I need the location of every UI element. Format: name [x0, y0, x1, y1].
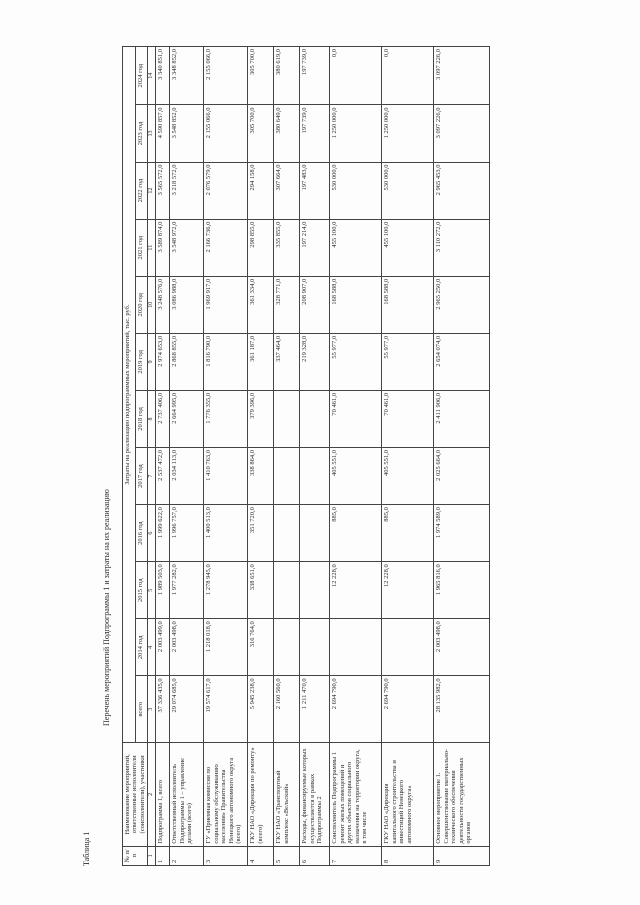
row-name: Ответственный исполнитель Подпрограммы 1 – управление делами (всего) — [170, 743, 204, 846]
row-year-cell: 0,0 — [382, 47, 434, 105]
header-year: 2014 год — [135, 619, 148, 676]
column-index: 11 — [148, 219, 156, 276]
column-index: 7 — [148, 448, 156, 505]
row-year-cell: 4 590 857,0 — [156, 105, 170, 162]
row-year-cell: 3 086 988,0 — [170, 276, 204, 333]
row-total-cell: 19 574 617,0 — [204, 676, 248, 743]
row-total-cell: 28 135 982,0 — [434, 676, 490, 743]
row-year-cell: 168 588,0 — [330, 276, 382, 333]
table-row — [204, 47, 248, 866]
row-year-cell: 3 348 852,0 — [170, 47, 204, 105]
header-year: 2021 год — [135, 219, 148, 276]
row-year-cell: 2 166 736,0 — [204, 219, 248, 276]
row-year-cell: 361 334,0 — [248, 276, 274, 333]
row-year-cell: 2 025 664,0 — [434, 448, 490, 505]
row-year-cell: 1 977 282,0 — [170, 562, 204, 619]
row-year-cell: 12 228,0 — [382, 562, 434, 619]
header-year: 2022 год — [135, 162, 148, 219]
row-year-cell: 294 158,0 — [248, 162, 274, 219]
row-year-cell: 307 664,0 — [274, 162, 300, 219]
row-year-cell — [274, 562, 300, 619]
row-year-cell: 2 155 066,0 — [204, 105, 248, 162]
row-year-cell: 405 551,0 — [382, 448, 434, 505]
header-year: 2016 год — [135, 505, 148, 562]
table-row — [330, 47, 382, 866]
rotated-document — [82, 46, 542, 866]
column-index: 14 — [148, 47, 156, 105]
row-total-cell: 29 074 685,0 — [170, 676, 204, 743]
row-year-cell: 1 776 355,0 — [204, 390, 248, 447]
row-number: 8 — [382, 846, 434, 865]
column-index: 12 — [148, 162, 156, 219]
row-year-cell: 3 340 851,0 — [156, 47, 170, 105]
row-year-cell: 2 965 250,0 — [434, 276, 490, 333]
row-number: 6 — [300, 846, 330, 865]
row-total-cell: 5 945 238,0 — [248, 676, 274, 743]
cost-table — [122, 46, 542, 866]
row-year-cell: 305 700,0 — [248, 47, 274, 105]
row-name: ГКУ НАО «Транспортный комплекс «Вельский» — [274, 743, 300, 846]
row-year-cell: 1 974 589,0 — [434, 505, 490, 562]
header-year: 2017 год — [135, 448, 148, 505]
column-index: 9 — [148, 333, 156, 390]
row-year-cell: 1 250 000,0 — [330, 105, 382, 162]
row-year-cell: 1 816 790,0 — [204, 333, 248, 390]
row-year-cell: 455 100,0 — [382, 219, 434, 276]
row-year-cell: 1 965 816,0 — [434, 562, 490, 619]
row-year-cell: 455 100,0 — [330, 219, 382, 276]
row-year-cell: 2 965 453,0 — [434, 162, 490, 219]
row-year-cell — [274, 448, 300, 505]
row-year-cell — [274, 390, 300, 447]
row-number: 5 — [274, 846, 300, 865]
row-year-cell: 2 003 499,0 — [156, 619, 170, 676]
row-year-cell — [300, 505, 330, 562]
table-title: Перечень мероприятий Подпрограммы 1 и затраты на их реализацию — [102, 489, 111, 726]
row-year-cell: 2 003 498,0 — [170, 619, 204, 676]
header-costs-group: Затраты на реализацию подпрограммных мероприятий, тыс. руб. — [123, 47, 136, 743]
row-year-cell: 197 739,0 — [300, 105, 330, 162]
row-number: 7 — [330, 846, 382, 865]
row-year-cell: 1 999 622,0 — [156, 505, 170, 562]
row-number: 3 — [204, 846, 248, 865]
row-year-cell: 3 110 272,0 — [434, 219, 490, 276]
row-year-cell: 55 977,0 — [330, 333, 382, 390]
row-year-cell: 338 651,0 — [248, 562, 274, 619]
row-number: 1 — [156, 846, 170, 865]
row-year-cell — [300, 619, 330, 676]
table-row — [170, 47, 204, 866]
row-year-cell — [330, 619, 382, 676]
row-name: Основное мероприятие 1. Совершенствование материально-технического обеспечения деятельности государственных органов — [434, 743, 490, 846]
row-year-cell: 298 855,0 — [248, 219, 274, 276]
table-row — [300, 47, 330, 866]
column-index: 6 — [148, 505, 156, 562]
column-index: 4 — [148, 619, 156, 676]
header-year: 2024 год — [135, 47, 148, 105]
row-year-cell: 3 248 576,0 — [156, 276, 170, 333]
row-year-cell: 2 003 498,0 — [434, 619, 490, 676]
column-index: 3 — [148, 676, 156, 743]
row-year-cell: 197 214,0 — [300, 219, 330, 276]
row-year-cell: 530 000,0 — [382, 162, 434, 219]
row-name: ГКУ НАО «Дирекция капитального строительства и инвестиций Ненецкого автономного округа» — [382, 743, 434, 846]
row-year-cell: 2 974 653,0 — [156, 333, 170, 390]
column-index-row — [148, 47, 156, 866]
row-year-cell: 197 483,0 — [300, 162, 330, 219]
column-index: 5 — [148, 562, 156, 619]
column-index: 10 — [148, 276, 156, 333]
row-year-cell: 3 218 572,0 — [170, 162, 204, 219]
table-row — [274, 47, 300, 866]
row-name: ГУ «Приемная комиссия по социальному обслуживанию населения» Правительства Ненецкого автономного округа (всего) — [204, 743, 248, 846]
row-year-cell — [300, 448, 330, 505]
row-year-cell: 380 619,0 — [274, 47, 300, 105]
row-name: Расходы, финансируемые которых осуществляется в рамках Подпрограммы 2 — [300, 743, 330, 846]
row-year-cell: 3 548 972,0 — [170, 219, 204, 276]
row-year-cell: 168 588,0 — [382, 276, 434, 333]
row-year-cell: 197 739,0 — [300, 47, 330, 105]
row-year-cell: 1 969 917,0 — [204, 276, 248, 333]
column-index: 2 — [148, 743, 156, 846]
row-year-cell — [300, 390, 330, 447]
row-year-cell: 379 396,0 — [248, 390, 274, 447]
row-year-cell: 208 907,0 — [300, 276, 330, 333]
table-row — [248, 47, 274, 866]
row-year-cell: 2 537 472,0 — [156, 448, 170, 505]
row-year-cell: 70 461,0 — [330, 390, 382, 447]
row-name: Подпрограмма 1, всего — [156, 743, 170, 846]
row-number: 2 — [170, 846, 204, 865]
row-year-cell: 3 589 874,0 — [156, 219, 170, 276]
row-year-cell: 12 228,0 — [330, 562, 382, 619]
row-year-cell: 2 654 074,0 — [434, 333, 490, 390]
row-year-cell: 2 868 855,0 — [170, 333, 204, 390]
column-index: 8 — [148, 390, 156, 447]
column-index: 13 — [148, 105, 156, 162]
row-year-cell: 55 977,0 — [382, 333, 434, 390]
header-name: Наименование мероприятий, ответственные исполнители (соисполнители), участники — [123, 743, 148, 846]
row-year-cell — [382, 619, 434, 676]
row-total-cell: 37 336 435,0 — [156, 676, 170, 743]
row-year-cell: 405 551,0 — [330, 448, 382, 505]
table-body — [156, 47, 490, 866]
row-year-cell: 70 461,0 — [382, 390, 434, 447]
header-no: № п/п — [123, 846, 148, 865]
row-year-cell: 338 864,0 — [248, 448, 274, 505]
row-name: Соисполнитель Подпрограммы 1 ремонт жилых помещений и других объектов социального назначения на территории округа, в том числе — [330, 743, 382, 846]
row-name: ГКУ НАО «Дирекция по ремонту» (всего) — [248, 743, 274, 846]
row-number: 9 — [434, 846, 490, 865]
row-year-cell: 3 565 572,0 — [156, 162, 170, 219]
row-year-cell: 335 855,0 — [274, 219, 300, 276]
header-total: всего — [135, 676, 148, 743]
row-year-cell: 2 737 406,0 — [156, 390, 170, 447]
row-year-cell: 3 097 226,0 — [434, 47, 490, 105]
header-year: 2019 год — [135, 333, 148, 390]
row-year-cell: 2 664 995,0 — [170, 390, 204, 447]
table-row — [156, 47, 170, 866]
row-year-cell: 316 764,0 — [248, 619, 274, 676]
row-year-cell — [274, 505, 300, 562]
row-year-cell: 380 649,0 — [274, 105, 300, 162]
row-year-cell: 1 410 763,0 — [204, 448, 248, 505]
row-year-cell: 2 034 113,0 — [170, 448, 204, 505]
row-year-cell: 305 700,0 — [248, 105, 274, 162]
row-total-cell: 2 694 790,0 — [382, 676, 434, 743]
row-year-cell: 0,0 — [330, 47, 382, 105]
row-total-cell: 2 160 560,0 — [274, 676, 300, 743]
row-number: 4 — [248, 846, 274, 865]
row-year-cell: 2 155 066,0 — [204, 47, 248, 105]
row-year-cell: 1 250 000,0 — [382, 105, 434, 162]
row-year-cell: 219 328,0 — [300, 333, 330, 390]
table-row — [382, 47, 434, 866]
row-year-cell: 885,0 — [330, 505, 382, 562]
row-year-cell: 1 278 945,0 — [204, 562, 248, 619]
header-year: 2018 год — [135, 390, 148, 447]
row-year-cell — [274, 619, 300, 676]
row-year-cell: 361 187,0 — [248, 333, 274, 390]
header-year: 2023 год — [135, 105, 148, 162]
table-row — [434, 47, 490, 866]
row-year-cell — [300, 562, 330, 619]
column-index: 1 — [148, 846, 156, 865]
row-year-cell: 885,0 — [382, 505, 434, 562]
row-year-cell: 530 000,0 — [330, 162, 382, 219]
row-total-cell: 1 211 470,0 — [300, 676, 330, 743]
row-total-cell: 2 694 790,0 — [330, 676, 382, 743]
row-year-cell: 1 218 018,0 — [204, 619, 248, 676]
row-year-cell: 1 400 513,0 — [204, 505, 248, 562]
row-year-cell: 2 076 579,0 — [204, 162, 248, 219]
row-year-cell: 337 464,0 — [274, 333, 300, 390]
header-year: 2020 год — [135, 276, 148, 333]
row-year-cell: 351 720,0 — [248, 505, 274, 562]
row-year-cell: 2 411 906,0 — [434, 390, 490, 447]
row-year-cell: 3 548 852,0 — [170, 105, 204, 162]
table-label: Таблица 1 — [82, 831, 91, 866]
header-year: 2015 год — [135, 562, 148, 619]
row-year-cell: 328 771,0 — [274, 276, 300, 333]
row-year-cell: 1 996 757,0 — [170, 505, 204, 562]
row-year-cell: 1 989 503,0 — [156, 562, 170, 619]
row-year-cell: 3 097 226,0 — [434, 105, 490, 162]
